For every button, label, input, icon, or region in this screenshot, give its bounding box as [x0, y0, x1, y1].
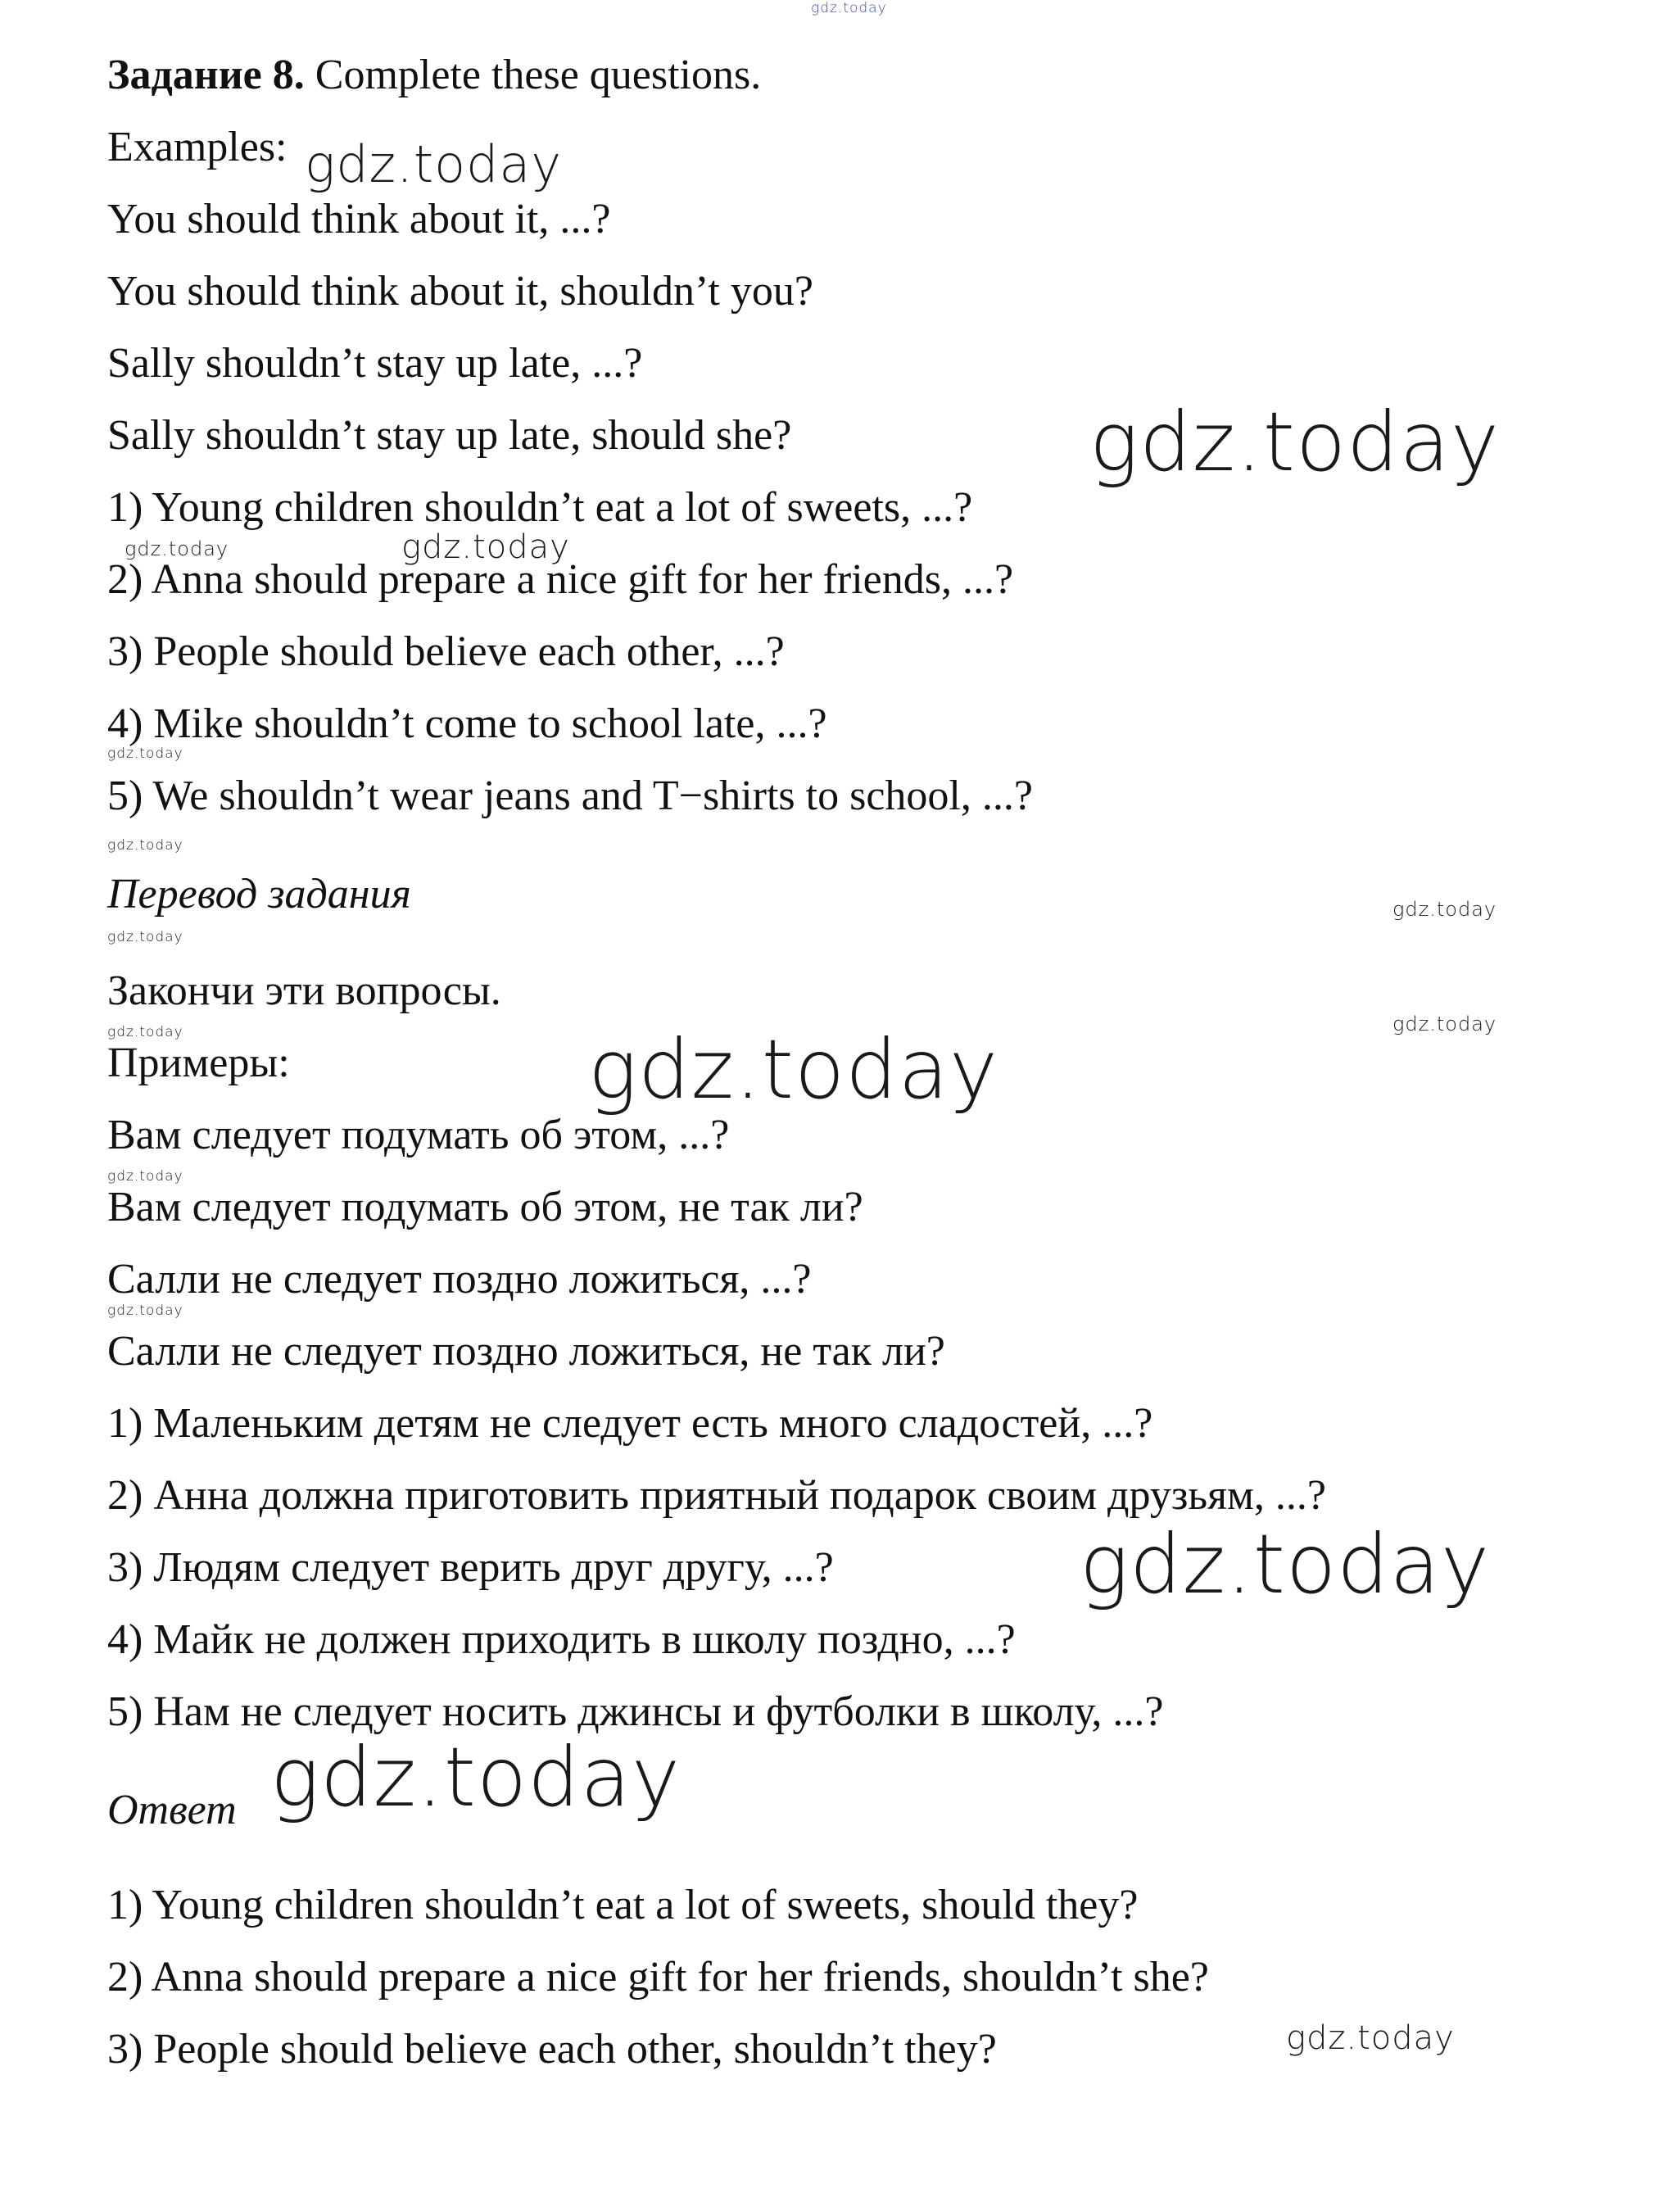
watermark: gdz.today: [305, 134, 563, 194]
question-item: 2) Anna should prepare a nice gift for her friends, ...?: [107, 556, 1014, 603]
watermark: gdz.today: [270, 1729, 682, 1825]
question-item: 3) People should believe each other, ...?: [107, 628, 785, 675]
watermark: gdz.today: [1286, 2019, 1455, 2057]
task-label: Задание 8.: [107, 52, 305, 98]
watermark: gdz.today: [107, 1168, 183, 1185]
translation-instruction: Закончи эти вопросы.: [107, 967, 501, 1014]
answer-item: 1) Young children shouldn’t eat a lot of sweets, should they?: [107, 1882, 1139, 1928]
translation-heading: Перевод задания: [107, 871, 411, 918]
watermark: gdz.today: [107, 1303, 183, 1319]
question-item: 5) We shouldn’t wear jeans and T−shirts to school, ...?: [107, 773, 1033, 819]
watermark: gdz.today: [107, 1024, 183, 1040]
watermark: gdz.today: [401, 528, 570, 566]
watermark: gdz.today: [107, 745, 183, 762]
translation-example-line: Салли не следует поздно ложиться, не так ли?: [107, 1328, 945, 1375]
translation-question-item: 1) Маленьким детям не следует есть много сладостей, ...?: [107, 1400, 1153, 1447]
examples-label: Examples:: [107, 124, 288, 170]
translation-examples-label: Примеры:: [107, 1040, 290, 1086]
answer-item: 3) People should believe each other, shouldn’t they?: [107, 2026, 997, 2073]
translation-example-line: Салли не следует поздно ложиться, ...?: [107, 1256, 812, 1303]
translation-example-line: Вам следует подумать об этом, ...?: [107, 1112, 730, 1158]
translation-question-item: 2) Анна должна приготовить приятный подарок своим друзьям, ...?: [107, 1472, 1326, 1519]
translation-question-item: 5) Нам не следует носить джинсы и футболки в школу, ...?: [107, 1688, 1164, 1735]
translation-question-item: 3) Людям следует верить друг другу, ...?: [107, 1544, 834, 1591]
question-item: 4) Mike shouldn’t come to school late, ...?: [107, 700, 827, 747]
watermark: gdz.today: [1089, 394, 1501, 490]
watermark: gdz.today: [1392, 1013, 1497, 1035]
answer-item: 2) Anna should prepare a nice gift for her friends, shouldn’t she?: [107, 1954, 1209, 2000]
example-line: Sally shouldn’t stay up late, ...?: [107, 340, 643, 387]
task-heading: [107, 51, 761, 100]
answer-heading: Ответ: [107, 1787, 237, 1833]
question-item: 1) Young children shouldn’t eat a lot of sweets, ...?: [107, 484, 973, 531]
watermark: gdz.today: [107, 929, 183, 945]
watermark: gdz.today: [811, 0, 887, 16]
watermark: gdz.today: [1392, 898, 1497, 921]
watermark: gdz.today: [588, 1022, 999, 1117]
example-line: Sally shouldn’t stay up late, should she?: [107, 412, 792, 459]
example-line: You should think about it, ...?: [107, 196, 611, 242]
watermark: gdz.today: [1080, 1516, 1491, 1612]
task-instruction: Complete these questions.: [315, 52, 762, 98]
translation-example-line: Вам следует подумать об этом, не так ли?: [107, 1184, 863, 1230]
watermark: gdz.today: [107, 837, 183, 854]
watermark: gdz.today: [125, 537, 229, 560]
translation-question-item: 4) Майк не должен приходить в школу поздно, ...?: [107, 1616, 1016, 1663]
example-line: You should think about it, shouldn’t you?: [107, 268, 813, 315]
